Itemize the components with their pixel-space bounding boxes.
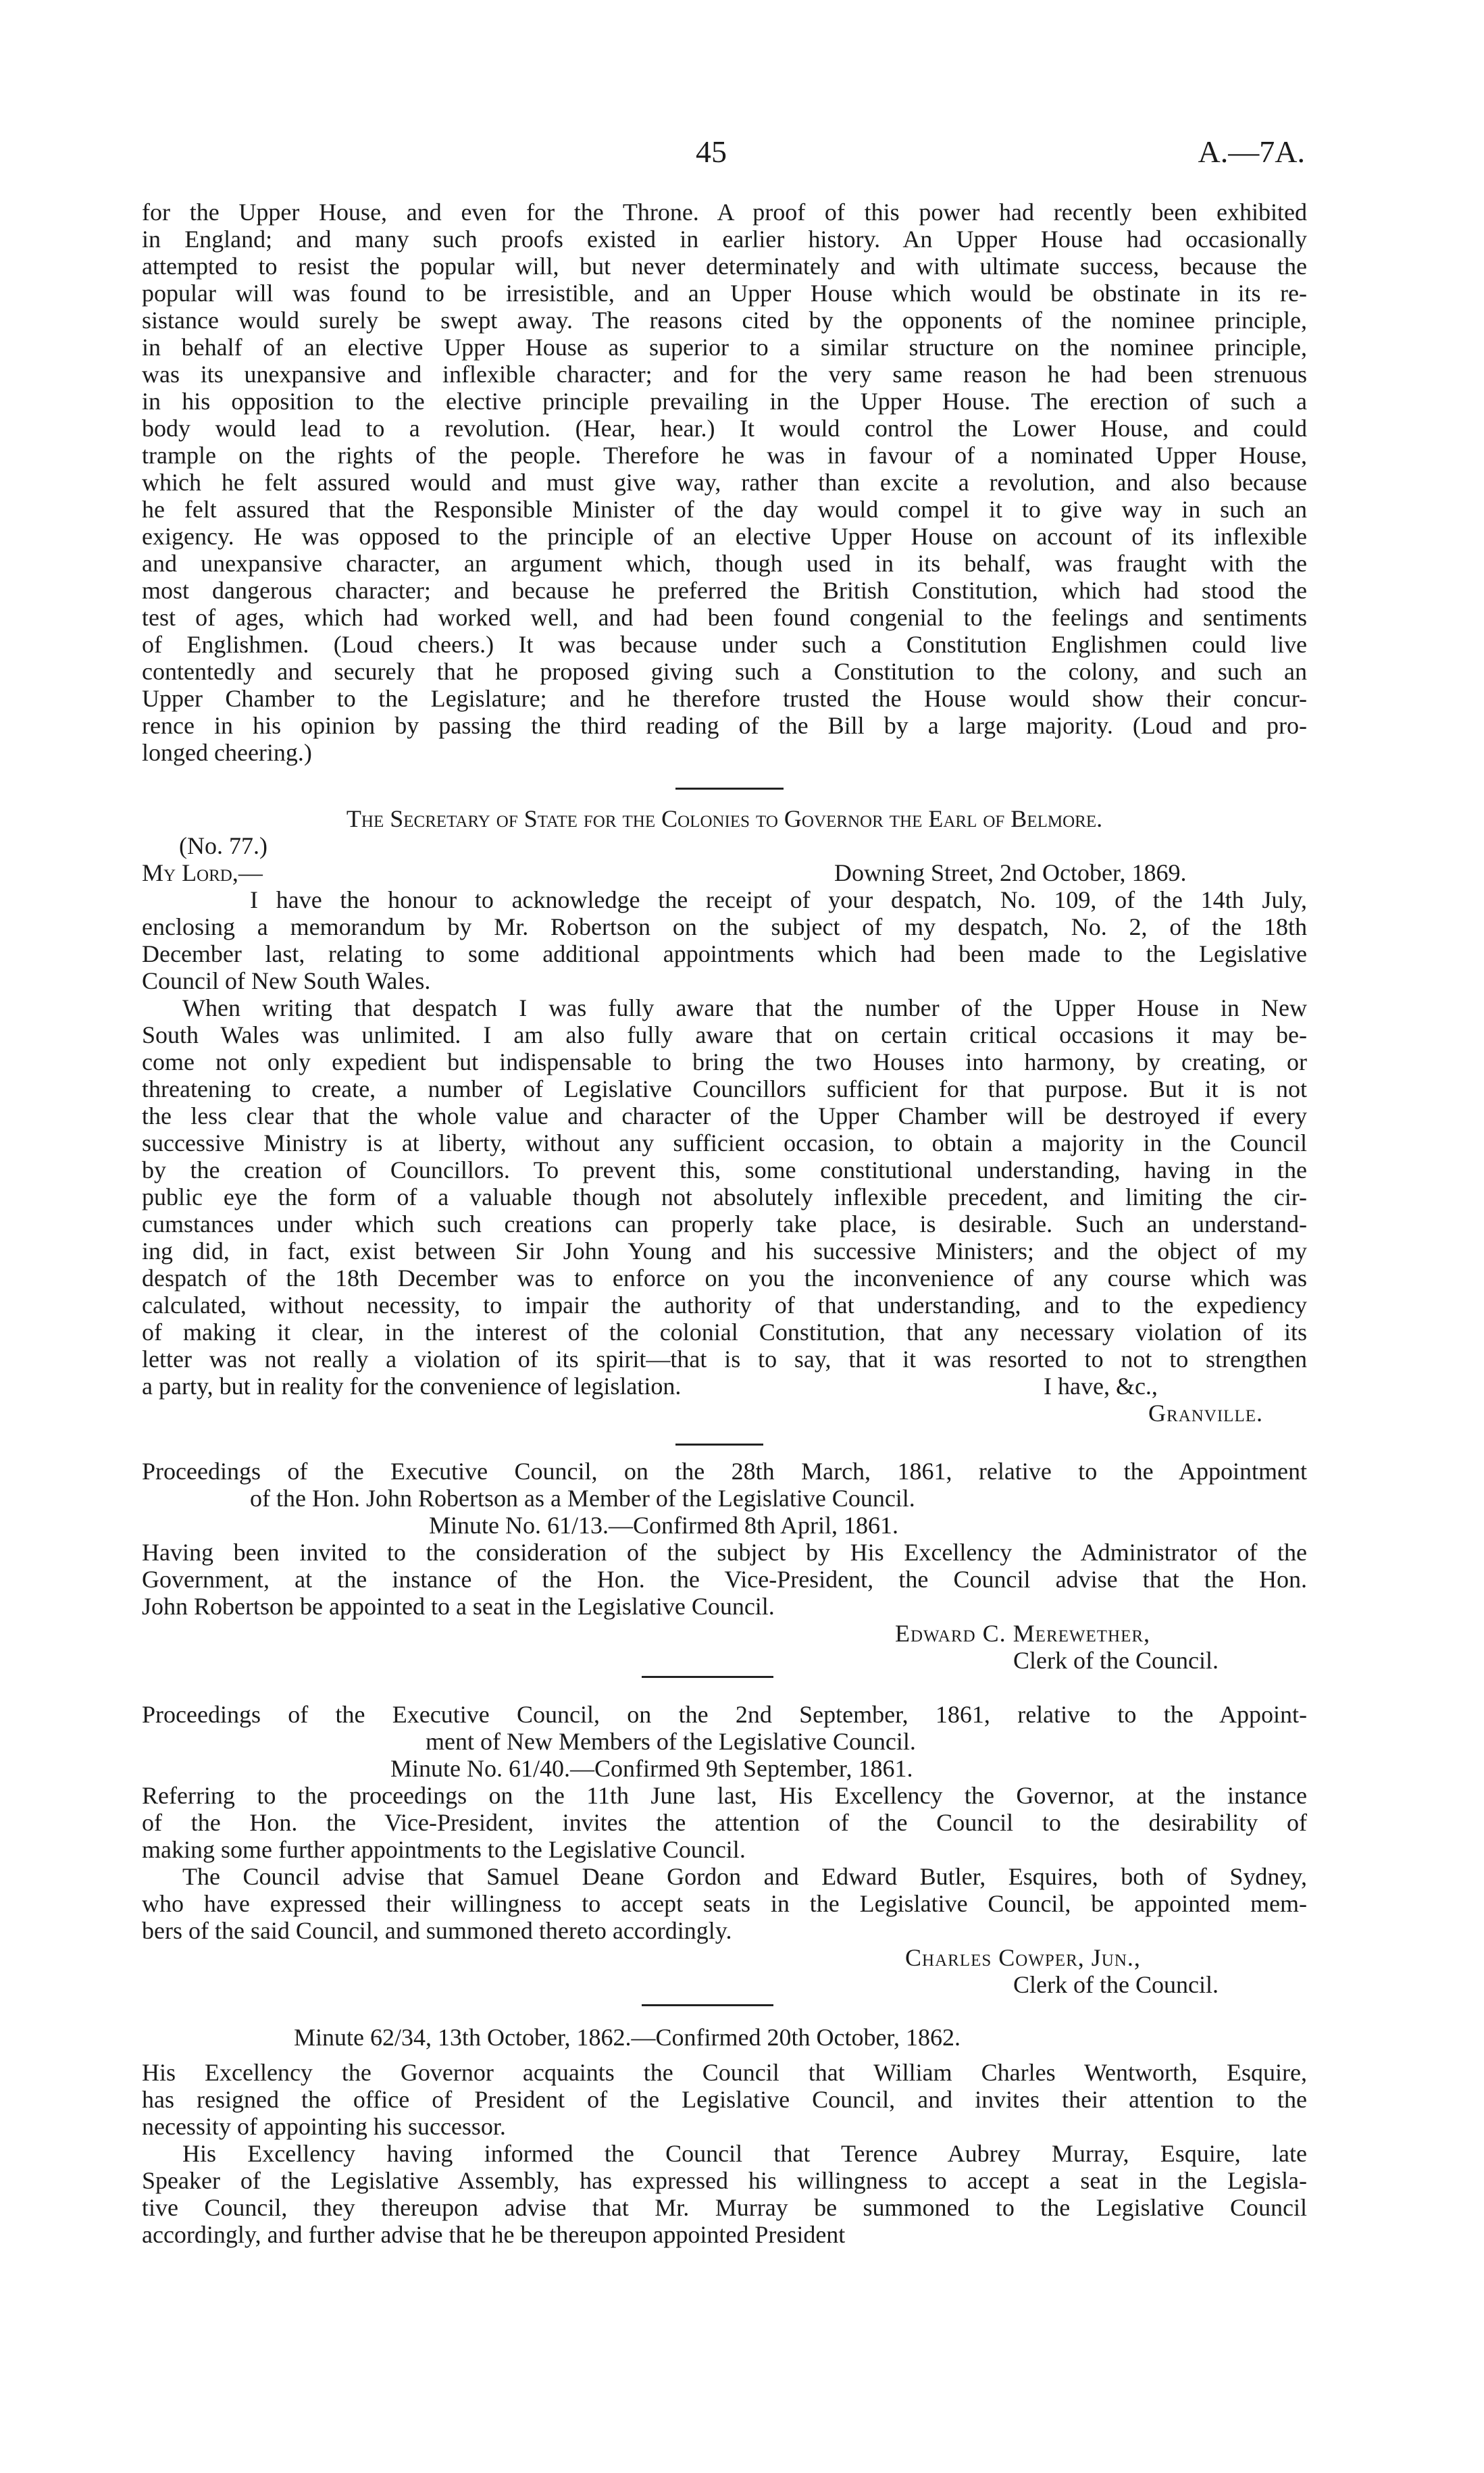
text-line: making some further appointments to the Legislative Council. [142,1836,746,1863]
text-line: His Excellency the Governor acquaints the Council that William Charles Wentworth, Esquire, [142,2059,1307,2086]
text-line: trample on the rights of the people. Therefore he was in favour of a nominated Upper House, [142,442,1307,469]
text-line: exigency. He was opposed to the principle of an elective Upper House on account of its inflexible [142,523,1307,550]
text-line: come not only expedient but indispensable to bring the two Houses into harmony, by creating, or [142,1048,1307,1075]
minute-heading: Minute 62/34, 13th October, 1862.—Confirmed 20th October, 1862. [294,2024,961,2051]
speech-paragraph [142,199,1307,766]
section-divider [642,2004,773,2006]
text-line: Upper Chamber to the Legislature; and he therefore trusted the House would show their concur- [142,685,1307,712]
text-line: by the creation of Councillors. To prevent this, some constitutional understanding, having in the [142,1156,1307,1183]
text-line: in behalf of an elective Upper House as superior to a similar structure on the nominee principle, [142,334,1307,361]
text-line: body would lead to a revolution. (Hear, hear.) It would control the Lower House, and could [142,415,1307,442]
despatch-heading: The Secretary of State for the Colonies to Governor the Earl of Belmore. [346,805,1103,832]
text-line: longed cheering.) [142,739,312,766]
proceedings-september-1861 [142,1701,1307,1998]
text-line: attempted to resist the popular will, but never determinately and with ultimate success, because the [142,253,1307,280]
text-line: he felt assured that the Responsible Minister of the day would compel it to give way in such an [142,496,1307,523]
text-line: rence in his opinion by passing the third reading of the Bill by a large majority. (Loud and pro- [142,712,1307,739]
text-line: His Excellency having informed the Council that Terence Aubrey Murray, Esquire, late [182,2140,1307,2167]
letter-signature: Granville. [1148,1400,1263,1427]
text-line: sistance would surely be swept away. The reasons cited by the opponents of the nominee principle, [142,307,1307,334]
text-line: and unexpansive character, an argument which, though used in its behalf, was fraught with the [142,550,1307,577]
signer-name: Edward C. Merewether, [895,1620,1151,1647]
page-number: 45 [696,134,727,169]
text-line: calculated, without necessity, to impair the authority of that understanding, and to the expediency [142,1292,1307,1319]
proceedings-march-1861 [142,1458,1307,1674]
text-line: successive Ministry is at liberty, without any sufficient occasion, to obtain a majority in the Council [142,1129,1307,1156]
section-divider [642,1676,773,1678]
text-line: December last, relating to some additional appointments which had been made to the Legislative [142,940,1307,967]
text-line: John Robertson be appointed to a seat in the Legislative Council. [142,1593,775,1620]
text-line: Government, at the instance of the Hon. the Vice-President, the Council advise that the Hon. [142,1566,1307,1593]
minute-heading: Minute No. 61/13.—Confirmed 8th April, 1861. [429,1512,898,1539]
text-line: which he felt assured would and must give way, rather than excite a revolution, and also because [142,469,1307,496]
text-line: Referring to the proceedings on the 11th June last, His Excellency the Governor, at the instance [142,1782,1307,1809]
despatch-letter [142,805,1307,1427]
salutation: My Lord,— [142,859,263,886]
text-line: most dangerous character; and because he preferred the British Constitution, which had stood the [142,577,1307,604]
text-line: a party, but in reality for the convenience of legislation. [142,1373,682,1400]
text-line: test of ages, which had worked well, and had been found congenial to the feelings and sentiments [142,604,1307,631]
document-reference: A.—7A. [1198,134,1305,169]
minute-heading: Minute No. 61/40.—Confirmed 9th September, 1861. [390,1755,913,1782]
text-line: Speaker of the Legislative Assembly, has expressed his willingness to accept a seat in the Legisla- [142,2167,1307,2194]
text-line: enclosing a memorandum by Mr. Robertson on the subject of my despatch, No. 2, of the 18th [142,913,1307,940]
text-line: necessity of appointing his successor. [142,2113,506,2140]
proceedings-title: Proceedings of the Executive Council, on the 2nd September, 1861, relative to the Appoint- [142,1701,1307,1728]
text-line: the less clear that the whole value and character of the Upper Chamber will be destroyed if every [142,1102,1307,1129]
text-line: cumstances under which such creations can properly take place, is desirable. Such an understand- [142,1210,1307,1238]
text-line: threatening to create, a number of Legislative Councillors sufficient for that purpose. But it is not [142,1075,1307,1102]
signer-name: Charles Cowper, Jun., [905,1944,1141,1971]
text-line: popular will was found to be irresistible, and an Upper House which would be obstinate in its re- [142,280,1307,307]
text-line: in England; and many such proofs existed in earlier history. An Upper House had occasionally [142,226,1307,253]
text-line: accordingly, and further advise that he be thereupon appointed President [142,2221,846,2248]
signer-title: Clerk of the Council. [1013,1647,1219,1674]
minute-october-1862 [142,2024,1307,2248]
text-line: letter was not really a violation of its spirit—that is to say, that it was resorted to not to strengthen [142,1346,1307,1373]
text-line: ing did, in fact, exist between Sir John Young and his successive Ministers; and the object of my [142,1238,1307,1265]
signer-title: Clerk of the Council. [1013,1971,1219,1998]
text-line: of Englishmen. (Loud cheers.) It was because under such a Constitution Englishmen could live [142,631,1307,658]
text-line: for the Upper House, and even for the Throne. A proof of this power had recently been exhibited [142,199,1307,226]
text-line: despatch of the 18th December was to enforce on you the inconvenience of any course which was [142,1265,1307,1292]
text-line: of making it clear, in the interest of the colonial Constitution, that any necessary violation of its [142,1319,1307,1346]
text-line: Council of New South Wales. [142,967,431,994]
section-divider [675,1444,763,1446]
proceedings-title: Proceedings of the Executive Council, on the 28th March, 1861, relative to the Appointment [142,1458,1307,1485]
text-line: bers of the said Council, and summoned thereto accordingly. [142,1917,732,1944]
text-line: who have expressed their willingness to accept seats in the Legislative Council, be appointed mem- [142,1890,1307,1917]
text-line: tive Council, they thereupon advise that Mr. Murray be summoned to the Legislative Council [142,2194,1307,2221]
text-line: When writing that despatch I was fully aware that the number of the Upper House in New [182,994,1307,1021]
letter-closing: I have, &c., [1044,1373,1158,1400]
text-line: public eye the form of a valuable though not absolutely inflexible precedent, and limiting the cir- [142,1183,1307,1210]
despatch-number: (No. 77.) [179,832,267,859]
text-line: Having been invited to the consideration of the subject by His Excellency the Administrator of the [142,1539,1307,1566]
place-date: Downing Street, 2nd October, 1869. [834,859,1187,886]
text-line: contentedly and securely that he proposed giving such a Constitution to the colony, and such an [142,658,1307,685]
text-line: The Council advise that Samuel Deane Gordon and Edward Butler, Esquires, both of Sydney, [182,1863,1307,1890]
proceedings-title: of the Hon. John Robertson as a Member of the Legislative Council. [250,1485,915,1512]
text-line: has resigned the office of President of the Legislative Council, and invites their attention to the [142,2086,1307,2113]
text-line: of the Hon. the Vice-President, invites the attention of the Council to the desirability of [142,1809,1307,1836]
text-line: South Wales was unlimited. I am also fully aware that on certain critical occasions it may be- [142,1021,1307,1048]
text-line: was its unexpansive and inflexible character; and for the very same reason he had been strenuous [142,361,1307,388]
text-line: in his opposition to the elective principle prevailing in the Upper House. The erection of such a [142,388,1307,415]
proceedings-title: ment of New Members of the Legislative Council. [426,1728,916,1755]
text-line: I have the honour to acknowledge the receipt of your despatch, No. 109, of the 14th July, [250,886,1307,913]
section-divider [675,788,784,790]
